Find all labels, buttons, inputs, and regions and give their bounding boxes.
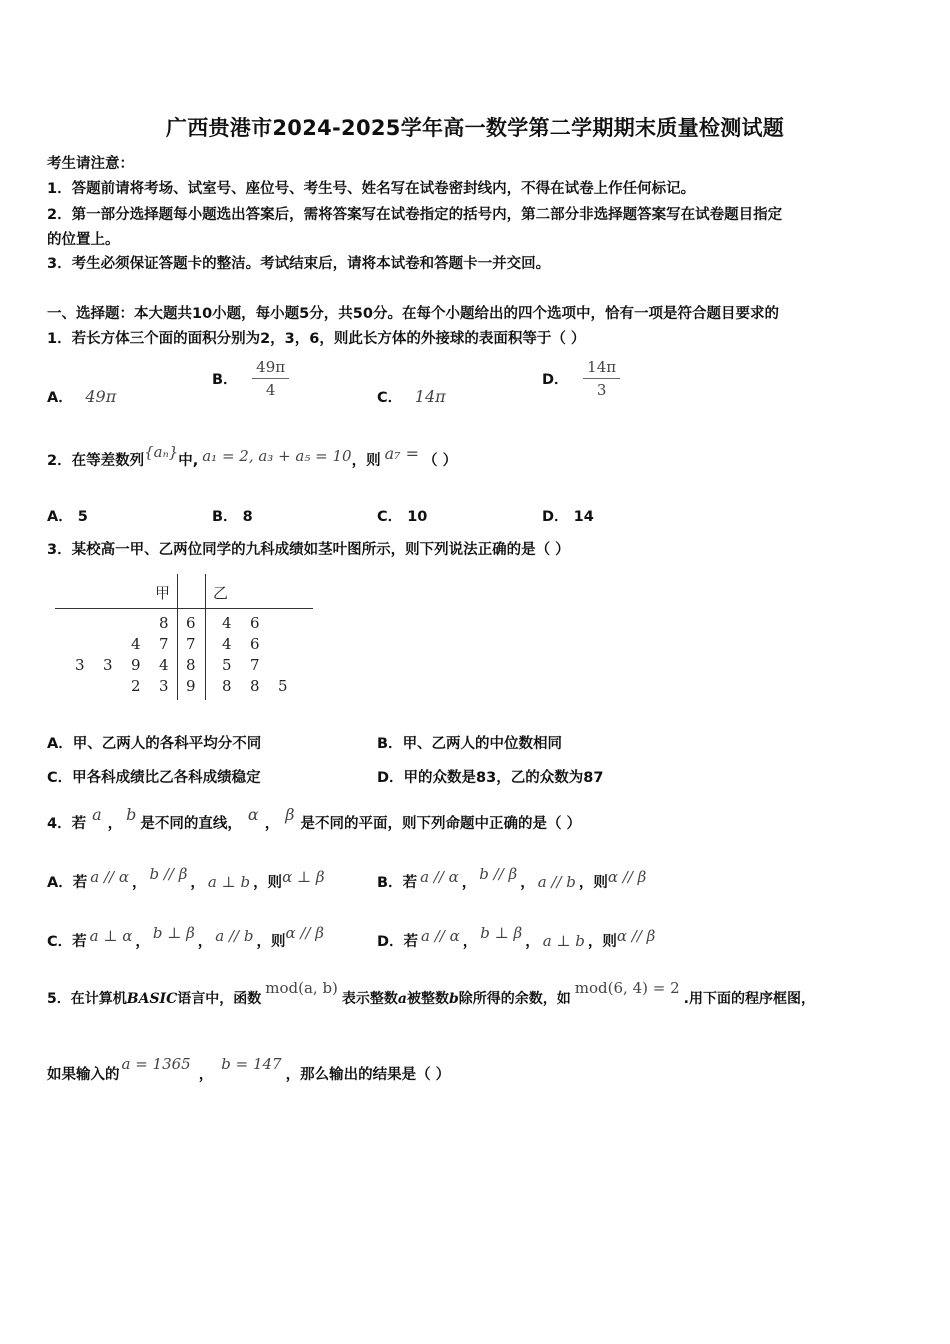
symbol-b: b <box>448 991 459 1007</box>
symbol-beta: β <box>285 805 295 824</box>
option-text: 若 <box>72 934 87 950</box>
option-label: C． <box>47 934 73 950</box>
header-yi: 乙 <box>213 584 229 602</box>
header-jia: 甲 <box>155 584 171 602</box>
stem-text: 语言中，函数 <box>177 991 262 1007</box>
q4-option-a[interactable]: A．若 a // α ， b // β ， a ⊥ b ，则α ⊥ β <box>47 865 325 891</box>
denominator: 3 <box>596 381 607 399</box>
left-leaf: 3 <box>159 677 169 695</box>
conclusion: α // β <box>616 927 656 945</box>
option-text: 甲、乙两人的各科平均分不同 <box>72 736 262 752</box>
conclusion: α // β <box>285 924 324 942</box>
option-value: 49π <box>85 387 117 406</box>
question-2-stem <box>47 443 458 470</box>
left-leaf: 2 <box>131 677 141 695</box>
fraction <box>252 358 289 399</box>
stem-text: ，则 <box>351 453 381 469</box>
notice-item: 的位置上。 <box>47 232 120 248</box>
option-text: 若 <box>403 934 419 950</box>
left-leaf: 8 <box>159 614 169 632</box>
option-label: A． <box>47 390 73 406</box>
input-a-expr: a = 1365 <box>121 1055 191 1073</box>
right-leaf: 5 <box>278 677 288 695</box>
answer-blank: （ ） <box>423 453 458 469</box>
q4-option-c[interactable]: C．若 a ⊥ α ， b ⊥ β ， a // b ，则α // β <box>47 924 324 950</box>
condition-1: a // α <box>90 868 129 886</box>
stem-text: 被整数 <box>406 991 449 1007</box>
section-heading: 一、选择题：本大题共10小题，每小题5分，共50分。在每个小题给出的四个选项中，恰有一项是符合题目要求的 <box>47 306 779 322</box>
stem-text: 4．若 <box>47 816 87 832</box>
option-label: A． <box>47 736 73 752</box>
option-label: C． <box>377 509 403 525</box>
q3-option-d[interactable] <box>377 766 603 787</box>
q3-option-c[interactable] <box>47 766 261 787</box>
symbol-b: b <box>126 805 137 824</box>
q4-option-b[interactable]: B．若 a // α ， b // β ， a // b ，则α // β <box>377 865 647 891</box>
condition-2: b // β <box>479 865 518 883</box>
condition-3: a // b <box>537 873 576 891</box>
fraction <box>583 358 620 399</box>
symbol-a: a <box>397 991 407 1007</box>
question-3-stem: 3．某校高一甲、乙两位同学的九科成绩如茎叶图所示，则下列说法正确的是（ ） <box>47 542 570 558</box>
left-leaf: 4 <box>131 635 141 653</box>
q3-option-b[interactable] <box>377 732 562 753</box>
condition-2: b // β <box>149 865 188 883</box>
option-value: 10 <box>407 509 428 525</box>
notice-item: 2．第一部分选择题每小题选出答案后，需将答案写在试卷指定的括号内，第二部分非选择题答案写在试卷题目指定 <box>47 207 783 223</box>
q2-option-c[interactable] <box>377 505 427 526</box>
denominator: 4 <box>265 381 276 399</box>
question-5-stem <box>47 979 815 1008</box>
left-leaf: 4 <box>159 656 169 674</box>
mod-expr: mod(a, b) <box>265 979 338 997</box>
option-label: B． <box>212 509 238 525</box>
right-leaf: 4 <box>222 614 232 632</box>
conclusion: α // β <box>607 868 647 886</box>
stem-value: 9 <box>186 677 196 695</box>
option-label: D． <box>542 509 569 525</box>
q2-option-a[interactable] <box>47 505 88 526</box>
stem-value: 7 <box>186 635 196 653</box>
notice-item: 1．答题前请将考场、试室号、座位号、考生号、姓名写在试卷密封线内，不得在试卷上作任何标记。 <box>47 181 696 197</box>
stem-text: 是不同的平面，则下列命题中正确的是（ ） <box>300 816 581 832</box>
condition-2: b ⊥ β <box>480 924 523 942</box>
option-value: 14 <box>573 509 594 525</box>
right-leaf: 8 <box>250 677 260 695</box>
right-leaf: 8 <box>222 677 232 695</box>
condition-3: a ⊥ b <box>542 932 585 950</box>
numerator: 14π <box>583 358 620 379</box>
option-label: D． <box>542 372 569 388</box>
stem-text: 5．在计算机 <box>47 991 127 1007</box>
example-expr: mod(6, 4) = 2 <box>574 979 680 997</box>
divider-line <box>177 574 178 700</box>
symbol-a: a <box>92 805 102 824</box>
conclusion: α ⊥ β <box>282 868 325 886</box>
stem-text: ， <box>198 1067 214 1083</box>
stem-and-leaf-plot <box>55 570 320 705</box>
stem-text: 中, <box>178 453 199 469</box>
option-text: 若 <box>72 875 88 891</box>
option-label: C． <box>377 390 403 406</box>
option-text: 甲各科成绩比乙各科成绩稳定 <box>72 770 261 786</box>
option-value: 14π <box>414 387 446 406</box>
stem-text: .用下面的程序框图， <box>683 991 815 1007</box>
stem-value: 6 <box>186 614 196 632</box>
option-text: 若 <box>402 875 418 891</box>
stem-text: 除所得的余数，如 <box>458 991 571 1007</box>
stem-value: 8 <box>186 656 196 674</box>
q1-option-a[interactable] <box>47 386 116 407</box>
question-1-stem: 1．若长方体三个面的面积分别为2，3，6，则此长方体的外接球的表面积等于（ ） <box>47 331 586 347</box>
left-leaf: 7 <box>159 635 169 653</box>
option-label: B． <box>212 372 238 388</box>
input-b-expr: b = 147 <box>221 1055 282 1073</box>
stem-text: 2．在等差数列 <box>47 453 145 469</box>
option-text: ，则 <box>587 934 617 950</box>
target-expr: a₇ = <box>384 444 420 463</box>
stem-text: 表示整数 <box>341 991 398 1007</box>
option-value: 5 <box>77 509 88 525</box>
right-leaf: 6 <box>250 614 260 632</box>
question-5-line2 <box>47 1055 451 1084</box>
option-text: 甲的众数是83，乙的众数为87 <box>403 770 604 786</box>
option-label: C． <box>47 770 73 786</box>
stem-text: 如果输入的 <box>47 1067 120 1083</box>
page-title: 广西贵港市2024-2025学年高一数学第二学期期末质量检测试题 <box>165 116 785 140</box>
q2-option-d[interactable] <box>542 505 594 526</box>
option-label: D． <box>377 770 404 786</box>
condition-2: b ⊥ β <box>152 924 195 942</box>
header-rule <box>55 608 313 609</box>
stem-text: ， <box>107 816 123 832</box>
right-leaf: 5 <box>222 656 232 674</box>
left-leaf: 3 <box>75 656 85 674</box>
stem-text: ， <box>264 816 280 832</box>
option-value: 8 <box>242 509 253 525</box>
left-leaf: 9 <box>131 656 141 674</box>
right-leaf: 6 <box>250 635 260 653</box>
option-label: A． <box>47 509 73 525</box>
sequence-symbol: {aₙ} <box>144 443 179 461</box>
notice-heading: 考生请注意： <box>47 156 134 172</box>
stem-text: 是不同的直线， <box>140 816 242 832</box>
q1-option-b[interactable] <box>212 358 289 399</box>
option-label: D． <box>377 934 404 950</box>
option-label: B． <box>377 875 403 891</box>
condition-3: a // b <box>215 927 254 945</box>
condition-1: a // α <box>420 868 459 886</box>
option-text: ，则 <box>256 934 286 950</box>
condition-3: a ⊥ b <box>207 873 251 891</box>
divider-line <box>205 574 206 700</box>
option-label: B． <box>377 736 403 752</box>
q2-option-b[interactable] <box>212 505 253 526</box>
q3-option-a[interactable] <box>47 732 261 753</box>
q1-option-c[interactable] <box>377 386 446 407</box>
left-leaf: 3 <box>103 656 113 674</box>
option-text: ，则 <box>253 875 283 891</box>
symbol-alpha: α <box>247 805 259 824</box>
q4-option-d[interactable]: D．若 a // α ， b ⊥ β ， a ⊥ b ，则α // β <box>377 924 656 950</box>
option-text: 甲、乙两人的中位数相同 <box>402 736 563 752</box>
condition-1: a ⊥ α <box>89 927 133 945</box>
question-4-stem <box>47 805 581 833</box>
right-leaf: 7 <box>250 656 260 674</box>
stem-text: ，那么输出的结果是（ ） <box>285 1067 451 1083</box>
condition-expr: a₁ = 2, a₃ + a₅ = 10 <box>202 447 352 465</box>
q1-option-d[interactable] <box>542 358 620 399</box>
option-text: ，则 <box>578 875 608 891</box>
basic-term: BASIC <box>126 991 178 1007</box>
right-leaf: 4 <box>222 635 232 653</box>
option-label: A． <box>47 875 73 891</box>
notice-item: 3．考生必须保证答题卡的整洁。考试结束后，请将本试卷和答题卡一并交回。 <box>47 256 551 272</box>
condition-1: a // α <box>421 927 460 945</box>
numerator: 49π <box>252 358 289 379</box>
